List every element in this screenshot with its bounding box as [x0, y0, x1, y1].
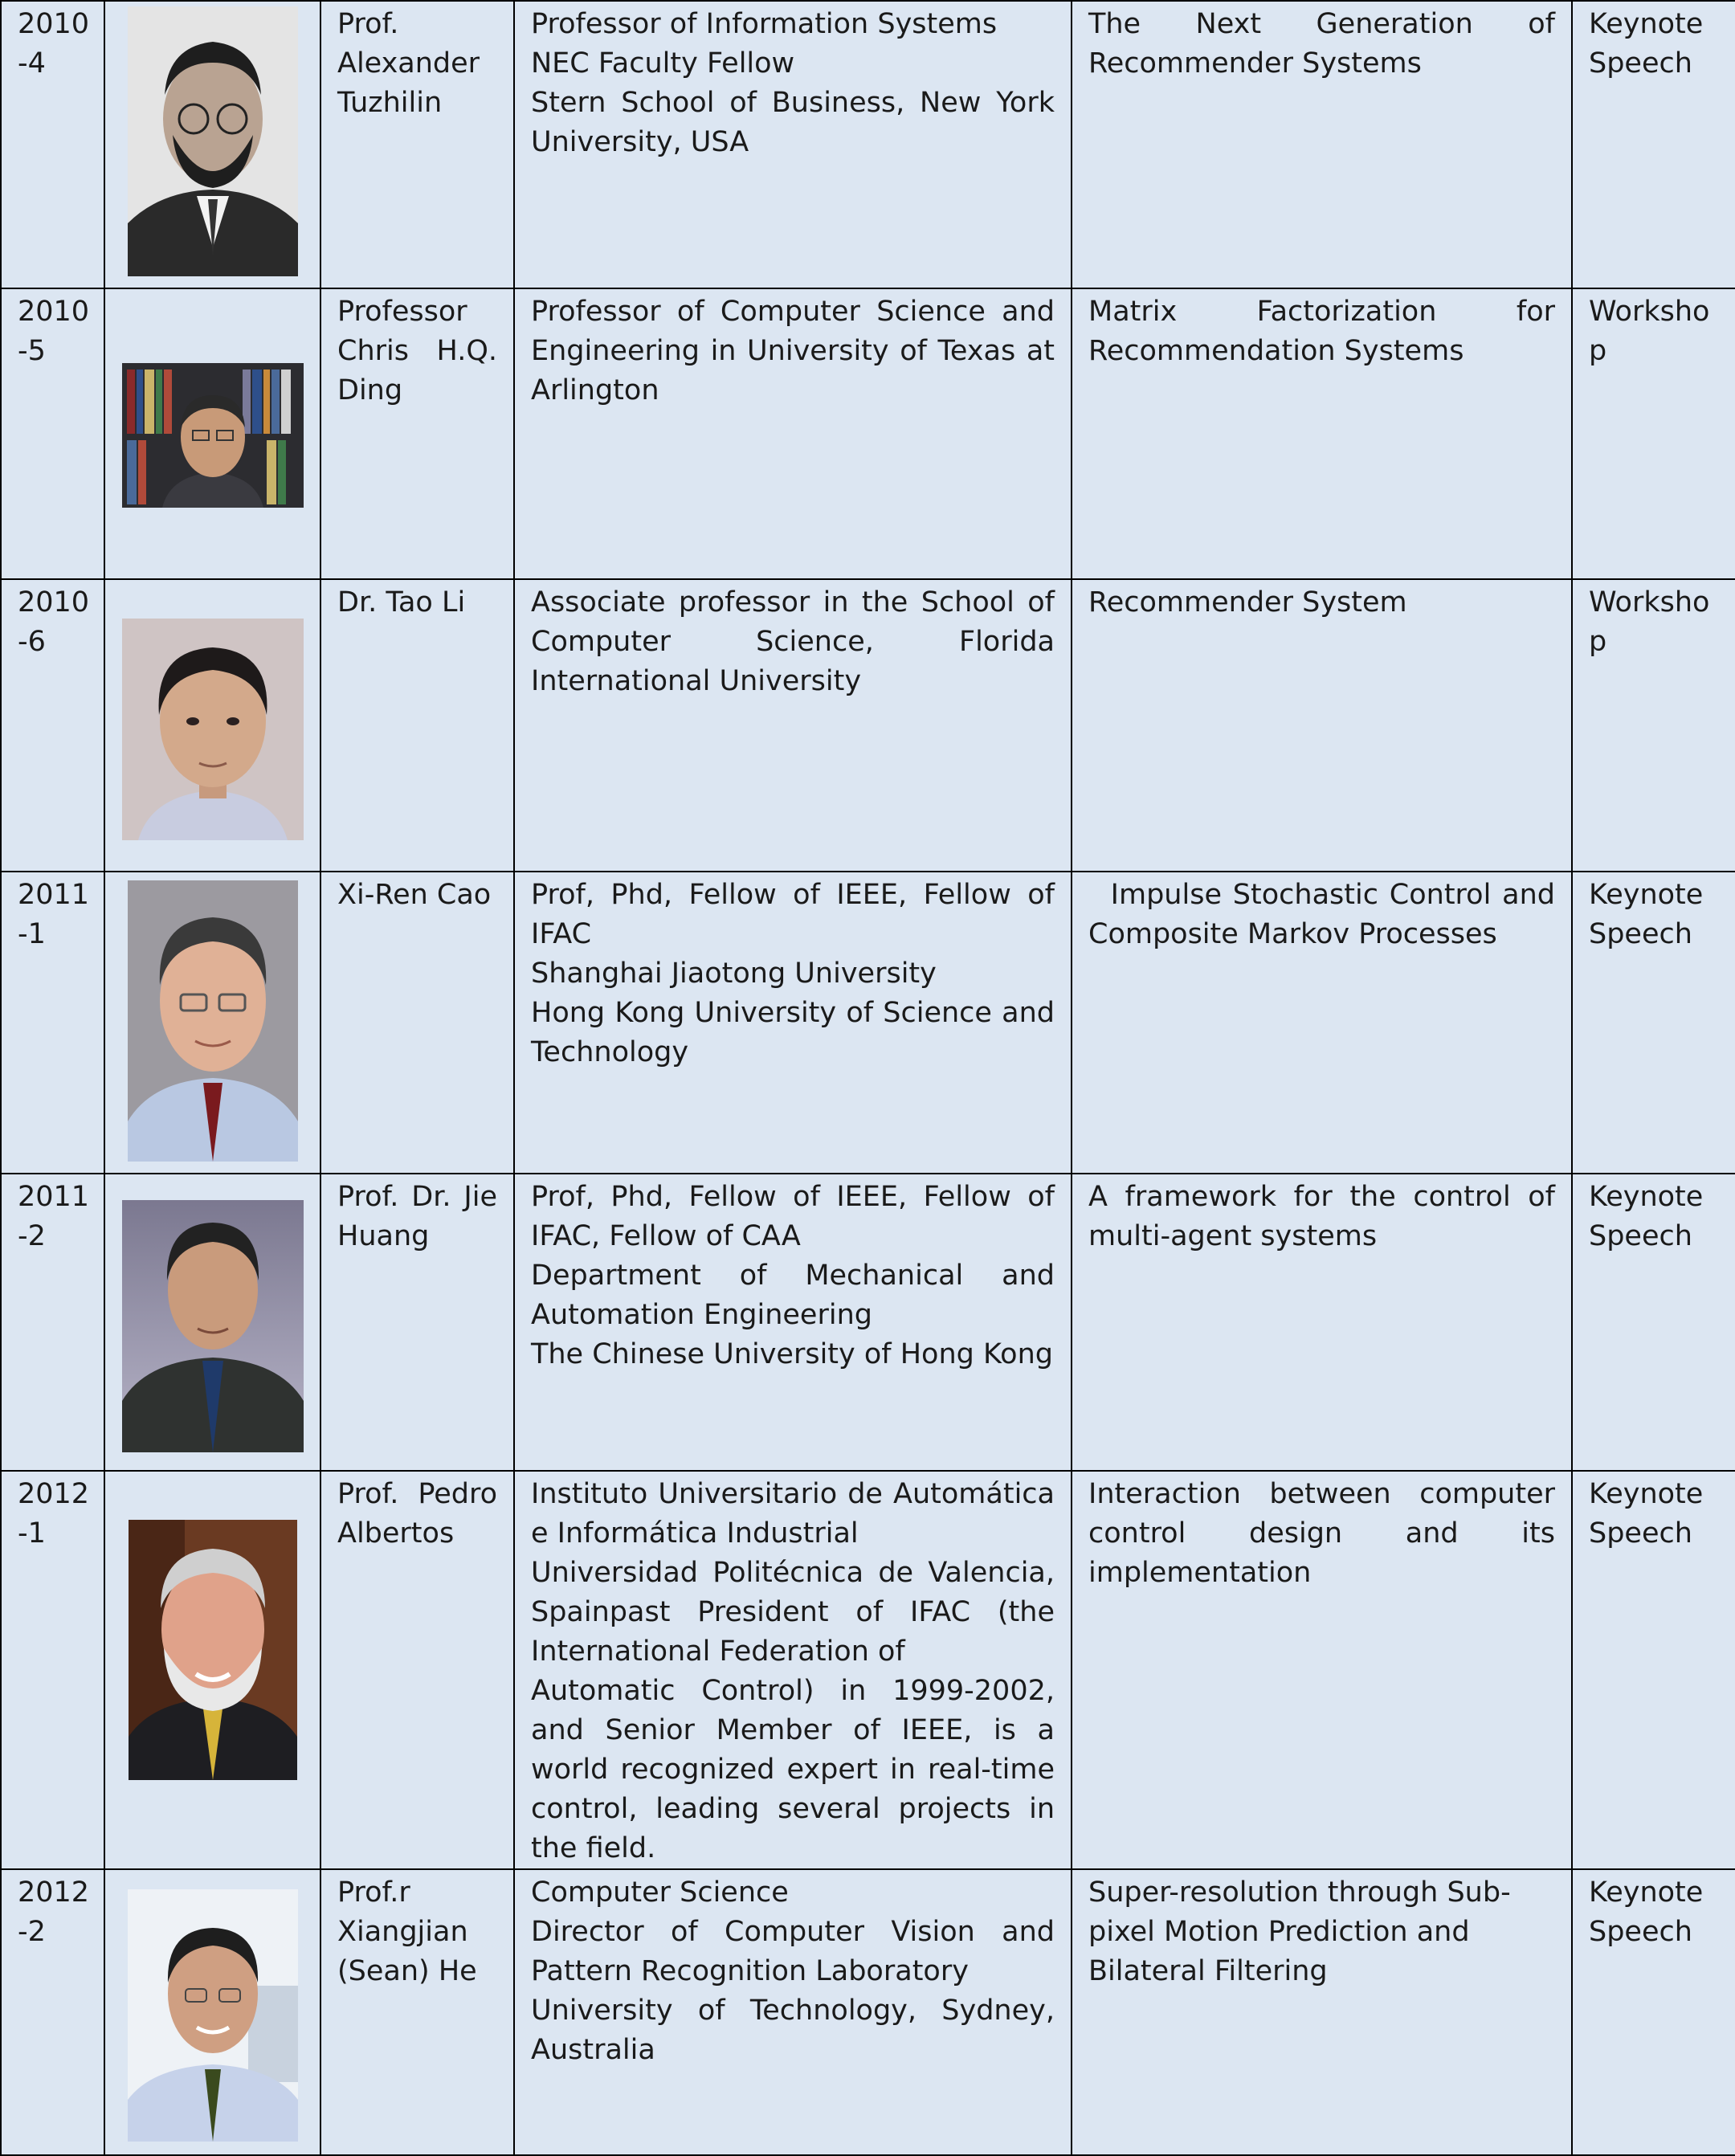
person-portrait-icon — [129, 1520, 297, 1780]
speaker-name: Prof. Alexander Tuzhilin — [337, 8, 480, 119]
affiliation-line: Associate professor in the School of Computer Science, Florida International University — [531, 586, 1055, 697]
talk-type: Worksho p — [1589, 586, 1710, 658]
name-cell — [320, 1471, 514, 1869]
photo-cell — [104, 579, 320, 872]
type-cell — [1572, 1174, 1735, 1471]
event-id-cell — [1, 579, 104, 872]
affiliation-line: Department of Mechanical and Automation Engineering — [531, 1260, 1055, 1331]
affiliation-line: Prof, Phd, Fellow of IEEE, Fellow of IFAC — [531, 879, 1055, 950]
event-id-cell — [1, 872, 104, 1174]
affiliation-line: Director of Computer Vision and Pattern Recognition Laboratory — [531, 1916, 1055, 1987]
affiliation-line: The Chinese University of Hong Kong — [531, 1338, 1053, 1370]
speaker-name: Xi-Ren Cao — [337, 879, 492, 911]
talk-topic: Impulse Stochastic Control and Composite Markov Processes — [1088, 879, 1565, 950]
affiliation-line: Shanghai Jiaotong University — [531, 958, 937, 990]
type-cell — [1572, 1471, 1735, 1869]
speaker-name: Prof. Dr. Jie Huang — [337, 1181, 497, 1252]
topic-cell — [1072, 579, 1572, 872]
type-cell — [1572, 579, 1735, 872]
topic-cell — [1072, 1, 1572, 288]
talk-type: Keynote Speech — [1589, 1478, 1704, 1550]
type-cell — [1572, 872, 1735, 1174]
event-id: 2010 -5 — [18, 296, 90, 367]
talk-topic: Interaction between computer control design and its implementation — [1088, 1478, 1555, 1589]
topic-cell — [1072, 1471, 1572, 1869]
photo-cell — [104, 872, 320, 1174]
event-id: 2011 -1 — [18, 879, 90, 950]
affiliation-cell — [514, 579, 1072, 872]
speaker-name: Dr. Tao Li — [337, 586, 466, 619]
person-portrait-icon — [122, 1200, 304, 1452]
table-row — [1, 1174, 1735, 1471]
talk-type: Keynote Speech — [1589, 879, 1704, 950]
talk-type: Keynote Speech — [1589, 1181, 1704, 1252]
affiliation-line: Instituto Universitario de Automática e Informática Industrial — [531, 1478, 1055, 1550]
person-portrait-icon — [128, 880, 298, 1162]
talk-topic: A framework for the control of multi-agent systems — [1088, 1181, 1555, 1252]
affiliation-cell — [514, 1, 1072, 288]
affiliation-line: Professor of Computer Science and Engineering in University of Texas at Arlington — [531, 296, 1055, 406]
talk-type: Keynote Speech — [1589, 8, 1704, 80]
talk-topic: Recommender System — [1088, 586, 1407, 619]
type-cell — [1572, 288, 1735, 579]
topic-cell — [1072, 1174, 1572, 1471]
person-portrait-icon — [128, 6, 298, 276]
photo-cell — [104, 1471, 320, 1869]
type-cell — [1572, 1, 1735, 288]
talk-topic: Super-resolution through Sub-pixel Motion Prediction and Bilateral Filtering — [1088, 1876, 1511, 1987]
event-id-cell — [1, 1869, 104, 2155]
speaker-name: Professor Chris H.Q. Ding — [337, 296, 497, 406]
photo-cell — [104, 1869, 320, 2155]
speaker-name: Prof.r Xiangjian (Sean) He — [337, 1876, 477, 1987]
event-id-cell — [1, 288, 104, 579]
type-cell — [1572, 1869, 1735, 2155]
affiliation-line: University of Technology, Sydney, Australia — [531, 1995, 1055, 2066]
affiliation-line: NEC Faculty Fellow — [531, 47, 795, 80]
talk-type: Worksho p — [1589, 296, 1710, 367]
name-cell — [320, 288, 514, 579]
affiliation-line: Automatic Control) in 1999-2002, and Senior Member of IEEE, is a world recognized expert in real-time control, leading several projects in the field. — [531, 1675, 1055, 1864]
event-id: 2012 -1 — [18, 1478, 90, 1550]
name-cell — [320, 579, 514, 872]
table-row — [1, 1869, 1735, 2155]
affiliation-cell — [514, 288, 1072, 579]
affiliation-line: Computer Science — [531, 1876, 789, 1909]
event-id-cell — [1, 1, 104, 288]
name-cell — [320, 1174, 514, 1471]
talk-topic: The Next Generation of Recommender Systems — [1088, 8, 1555, 80]
affiliation-line: Universidad Politécnica de Valencia, Spainpast President of IFAC (the International Federation of — [531, 1557, 1055, 1668]
photo-cell — [104, 288, 320, 579]
speaker-name: Prof. Pedro Albertos — [337, 1478, 497, 1550]
topic-cell — [1072, 872, 1572, 1174]
table-row — [1, 1471, 1735, 1869]
person-portrait-icon — [128, 1889, 298, 2142]
topic-cell — [1072, 288, 1572, 579]
event-id: 2012 -2 — [18, 1876, 90, 1948]
affiliation-line: Professor of Information Systems — [531, 8, 998, 40]
name-cell — [320, 1, 514, 288]
affiliation-line: Stern School of Business, New York University, USA — [531, 87, 1055, 158]
table-row — [1, 872, 1735, 1174]
event-id: 2010 -4 — [18, 8, 90, 80]
person-portrait-icon — [122, 619, 304, 840]
talk-type: Keynote Speech — [1589, 1876, 1704, 1948]
affiliation-line: Prof, Phd, Fellow of IEEE, Fellow of IFAC, Fellow of CAA — [531, 1181, 1055, 1252]
event-id-cell — [1, 1471, 104, 1869]
name-cell — [320, 1869, 514, 2155]
person-portrait-icon — [122, 363, 304, 508]
event-id: 2010 -6 — [18, 586, 90, 658]
table-row — [1, 579, 1735, 872]
table-row — [1, 288, 1735, 579]
event-id-cell — [1, 1174, 104, 1471]
affiliation-cell — [514, 872, 1072, 1174]
event-id: 2011 -2 — [18, 1181, 90, 1252]
affiliation-cell — [514, 1174, 1072, 1471]
table-row — [1, 1, 1735, 288]
affiliation-cell — [514, 1869, 1072, 2155]
photo-cell — [104, 1174, 320, 1471]
affiliation-cell — [514, 1471, 1072, 1869]
topic-cell — [1072, 1869, 1572, 2155]
affiliation-line: Hong Kong University of Science and Technology — [531, 997, 1055, 1068]
photo-cell — [104, 1, 320, 288]
talk-topic: Matrix Factorization for Recommendation Systems — [1088, 296, 1555, 367]
name-cell — [320, 872, 514, 1174]
